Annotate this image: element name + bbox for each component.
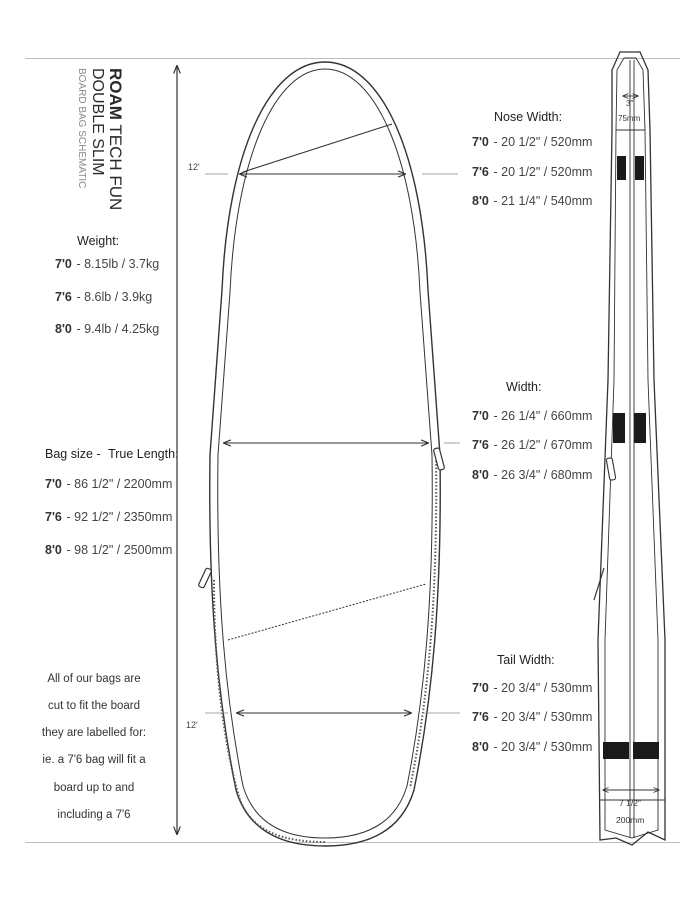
title-line-2: DOUBLE SLIM	[89, 68, 106, 176]
weight-value: - 9.4lb / 4.25kg	[76, 322, 160, 336]
tail-width-value: - 20 3/4" / 530mm	[493, 681, 593, 695]
size-label: 8'0	[472, 740, 489, 754]
side-view-inner	[605, 58, 658, 838]
weight-value: - 8.15lb / 3.7kg	[76, 257, 160, 271]
weight-heading: Weight:	[77, 234, 120, 248]
fit-note-line: All of our bags are	[47, 673, 141, 685]
bottom-thickness-mm: 200mm	[616, 815, 645, 825]
fit-note-line: ie. a 7'6 bag will fit a	[42, 754, 146, 766]
fit-note-line: board up to and	[53, 782, 135, 794]
bottom-thickness-inch: 7 1/2"	[619, 798, 641, 808]
size-label: 7'0	[472, 409, 489, 423]
size-label: 7'0	[472, 135, 489, 149]
bag-inner-outline	[218, 69, 433, 838]
length-value: - 98 1/2" / 2500mm	[66, 543, 173, 557]
width-heading: Width:	[506, 380, 542, 394]
zipper-pull-icon	[198, 568, 212, 589]
true-length-label: True Length:	[108, 447, 179, 461]
size-label: 8'0	[472, 468, 489, 482]
tail-width-value: - 20 3/4" / 530mm	[493, 710, 593, 724]
tail-marker-label: 12'	[186, 720, 198, 730]
fit-note-line: including a 7'6	[57, 809, 131, 821]
length-value: - 92 1/2" / 2350mm	[66, 510, 173, 524]
zipper-pull-icon	[606, 458, 616, 481]
size-label: 8'0	[45, 543, 62, 557]
size-label: 7'6	[472, 165, 489, 179]
size-label: 7'6	[45, 510, 62, 524]
length-value: - 86 1/2" / 2200mm	[66, 477, 173, 491]
top-thickness-inch: 3"	[626, 99, 634, 108]
product-name: TECH FUN	[106, 124, 125, 211]
width-value: - 26 1/4" / 660mm	[493, 409, 593, 423]
fit-note-line: cut to fit the board	[47, 700, 141, 712]
nose-marker-label: 12'	[188, 162, 200, 172]
strap-icon	[603, 742, 629, 759]
nose-width-value: - 20 1/2" / 520mm	[493, 135, 593, 149]
top-thickness-mm: 75mm	[618, 114, 641, 123]
handle-line	[594, 568, 604, 600]
tail-width-value: - 20 3/4" / 530mm	[493, 740, 593, 754]
strap-icon	[635, 156, 644, 180]
side-view	[594, 52, 665, 845]
tail-seam-line	[228, 584, 426, 640]
size-label: 7'0	[472, 681, 489, 695]
size-label: 8'0	[55, 322, 72, 336]
nose-width-heading: Nose Width:	[494, 110, 563, 124]
nose-width-value: - 21 1/4" / 540mm	[493, 194, 593, 208]
size-label: 8'0	[472, 194, 489, 208]
weight-value: - 8.6lb / 3.9kg	[76, 290, 153, 304]
size-label: 7'6	[55, 290, 72, 304]
strap-icon	[617, 156, 626, 180]
fit-note-line: they are labelled for:	[41, 727, 147, 739]
title-line-3: BOARD BAG SCHEMATIC	[76, 68, 87, 189]
strap-icon	[613, 413, 625, 443]
bag-size-label: Bag size -	[45, 447, 101, 461]
brand-name: ROAM	[106, 68, 125, 120]
strap-icon	[633, 742, 659, 759]
nose-seam-line	[243, 124, 392, 172]
size-label: 7'0	[45, 477, 62, 491]
width-value: - 26 3/4" / 680mm	[493, 468, 593, 482]
size-label: 7'0	[55, 257, 72, 271]
strap-icon	[634, 413, 646, 443]
nose-width-value: - 20 1/2" / 520mm	[493, 165, 593, 179]
size-label: 7'6	[472, 438, 489, 452]
size-label: 7'6	[472, 710, 489, 724]
side-view-outline	[598, 52, 665, 845]
width-value: - 26 1/2" / 670mm	[493, 438, 593, 452]
zipper-pull-icon	[433, 448, 444, 471]
tail-width-heading: Tail Width:	[497, 653, 555, 667]
